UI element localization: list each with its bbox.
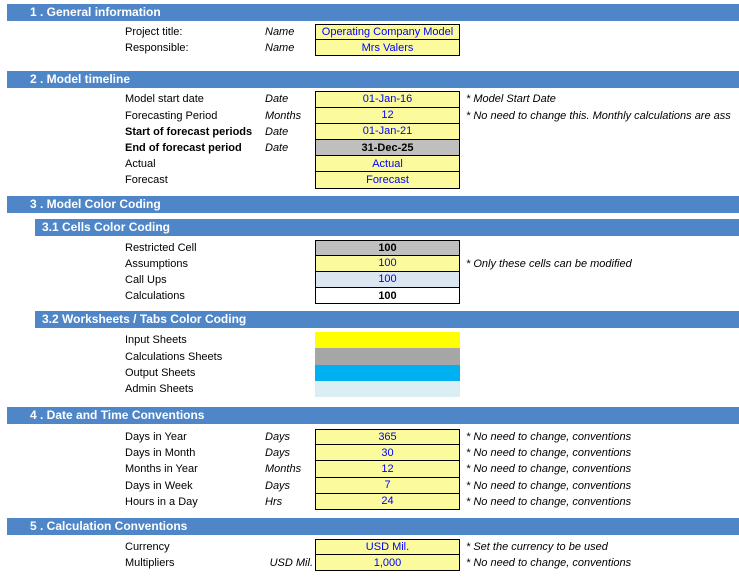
unit-label: Days <box>265 479 291 492</box>
input-cell-days-in-year[interactable]: 365 <box>315 429 460 445</box>
unit-label: Days <box>265 447 291 460</box>
unit-label: Months <box>265 109 302 122</box>
unit-label: Days <box>265 431 291 444</box>
section-header-model-timeline: 2 . Model timeline <box>7 71 739 88</box>
unit-label <box>265 256 315 272</box>
table-row <box>0 348 739 364</box>
table-row <box>0 172 739 188</box>
row-label: Days in Week <box>125 479 193 492</box>
table-row <box>0 108 739 124</box>
row-label: Call Ups <box>125 273 167 286</box>
unit-label <box>265 332 315 348</box>
unit-label: Name <box>265 42 295 55</box>
unit-label <box>265 156 315 172</box>
row-label: Months in Year <box>125 463 198 476</box>
unit-label: Date <box>265 125 289 138</box>
restricted-cell-end-of-forecast: 31-Dec-25 <box>315 140 460 156</box>
section-header-model-color-coding: 3 . Model Color Coding <box>7 196 739 213</box>
section-tabs-color-coding <box>0 332 739 397</box>
row-label: Input Sheets <box>125 334 187 347</box>
comment-note: * No need to change, conventions <box>466 447 632 460</box>
table-row <box>0 156 739 172</box>
comment-note: * No need to change, conventions <box>466 557 632 570</box>
section-header-date-time-conventions: 4 . Date and Time Conventions <box>7 407 739 424</box>
unit-label <box>265 288 315 304</box>
restricted-cell-sample: 100 <box>315 240 460 256</box>
tab-color-swatch-admin-sheets <box>315 381 460 397</box>
subsection-header-tabs-color-coding: 3.2 Worksheets / Tabs Color Coding <box>35 311 739 328</box>
row-label: Actual <box>125 158 156 171</box>
table-row <box>0 256 739 272</box>
table-row <box>0 555 739 571</box>
unit-label <box>265 272 315 288</box>
table-row <box>0 478 739 494</box>
unit-label: Months <box>265 463 302 476</box>
comment-note: * No need to change, conventions <box>466 479 632 492</box>
unit-label <box>265 381 315 397</box>
unit-label <box>265 539 315 555</box>
table-row <box>0 332 739 348</box>
row-label: Admin Sheets <box>125 382 194 395</box>
row-label: Restricted Cell <box>125 241 197 254</box>
input-cell-days-in-week[interactable]: 7 <box>315 478 460 494</box>
row-label: Start of forecast periods <box>125 125 253 138</box>
unit-label: Name <box>265 26 295 39</box>
unit-label <box>265 348 315 364</box>
comment-note: * Model Start Date <box>466 93 556 106</box>
assumption-cell-sample[interactable]: 100 <box>315 256 460 272</box>
input-cell-multipliers[interactable]: 1,000 <box>315 555 460 571</box>
row-label: Multipliers <box>125 557 175 570</box>
comment-note: * No need to change this. Monthly calculations are ass <box>466 109 731 122</box>
comment-note: * No need to change, conventions <box>466 495 632 508</box>
unit-label: Date <box>265 93 289 106</box>
tab-color-swatch-calculations-sheets <box>315 348 460 364</box>
calculation-cell-sample: 100 <box>315 288 460 304</box>
input-cell-currency[interactable]: USD Mil. <box>315 539 460 555</box>
row-label: Forecasting Period <box>125 109 218 122</box>
section-model-timeline <box>0 91 739 188</box>
comment-note: * Only these cells can be modified <box>466 257 632 270</box>
table-row <box>0 429 739 445</box>
input-cell-days-in-month[interactable]: 30 <box>315 445 460 461</box>
row-label: Currency <box>125 541 170 554</box>
table-row <box>0 539 739 555</box>
section-header-general-information: 1 . General information <box>7 4 739 21</box>
input-cell-forecast[interactable]: Forecast <box>315 172 460 188</box>
row-label: Hours in a Day <box>125 495 198 508</box>
input-cell-start-of-forecast[interactable]: 01-Jan-21 <box>315 124 460 140</box>
table-row <box>0 272 739 288</box>
input-cell-responsible[interactable]: Mrs Valers <box>315 40 460 56</box>
unit-label: USD Mil. <box>269 557 313 570</box>
table-row <box>0 140 739 156</box>
section-calculation-conventions <box>0 539 739 571</box>
input-cell-months-in-year[interactable]: 12 <box>315 461 460 477</box>
table-row <box>0 24 739 40</box>
subsection-header-cells-color-coding: 3.1 Cells Color Coding <box>35 219 739 236</box>
table-row <box>0 40 739 56</box>
row-label: Responsible: <box>125 42 189 55</box>
comment-note: * No need to change, conventions <box>466 431 632 444</box>
table-row <box>0 365 739 381</box>
table-row <box>0 445 739 461</box>
tab-color-swatch-output-sheets <box>315 365 460 381</box>
row-label: Calculations <box>125 290 185 303</box>
input-cell-hours-in-a-day[interactable]: 24 <box>315 494 460 510</box>
section-general-information <box>0 24 739 56</box>
row-label: Output Sheets <box>125 366 196 379</box>
input-cell-project-title[interactable]: Operating Company Model <box>315 24 460 40</box>
section-header-calculation-conventions: 5 . Calculation Conventions <box>7 518 739 535</box>
row-label: Project title: <box>125 26 183 39</box>
section-cells-color-coding <box>0 240 739 305</box>
row-label: Days in Year <box>125 431 187 444</box>
unit-label <box>265 172 315 188</box>
table-row <box>0 91 739 107</box>
row-label: Model start date <box>125 93 204 106</box>
unit-label <box>265 240 315 256</box>
unit-label <box>265 365 315 381</box>
callup-cell-sample[interactable]: 100 <box>315 272 460 288</box>
input-cell-model-start-date[interactable]: 01-Jan-16 <box>315 91 460 107</box>
row-label: End of forecast period <box>125 142 242 155</box>
table-row <box>0 288 739 304</box>
input-cell-forecasting-period[interactable]: 12 <box>315 108 460 124</box>
tab-color-swatch-input-sheets <box>315 332 460 348</box>
row-label: Calculations Sheets <box>125 350 223 363</box>
table-row <box>0 381 739 397</box>
table-row <box>0 240 739 256</box>
comment-note: * No need to change, conventions <box>466 463 632 476</box>
section-date-time-conventions <box>0 429 739 510</box>
unit-label: Hrs <box>265 495 283 508</box>
row-label: Assumptions <box>125 257 188 270</box>
table-row <box>0 124 739 140</box>
row-label: Forecast <box>125 174 168 187</box>
input-cell-actual[interactable]: Actual <box>315 156 460 172</box>
table-row <box>0 494 739 510</box>
comment-note: * Set the currency to be used <box>466 541 608 554</box>
table-row <box>0 461 739 477</box>
unit-label: Date <box>265 142 289 155</box>
row-label: Days in Month <box>125 447 196 460</box>
